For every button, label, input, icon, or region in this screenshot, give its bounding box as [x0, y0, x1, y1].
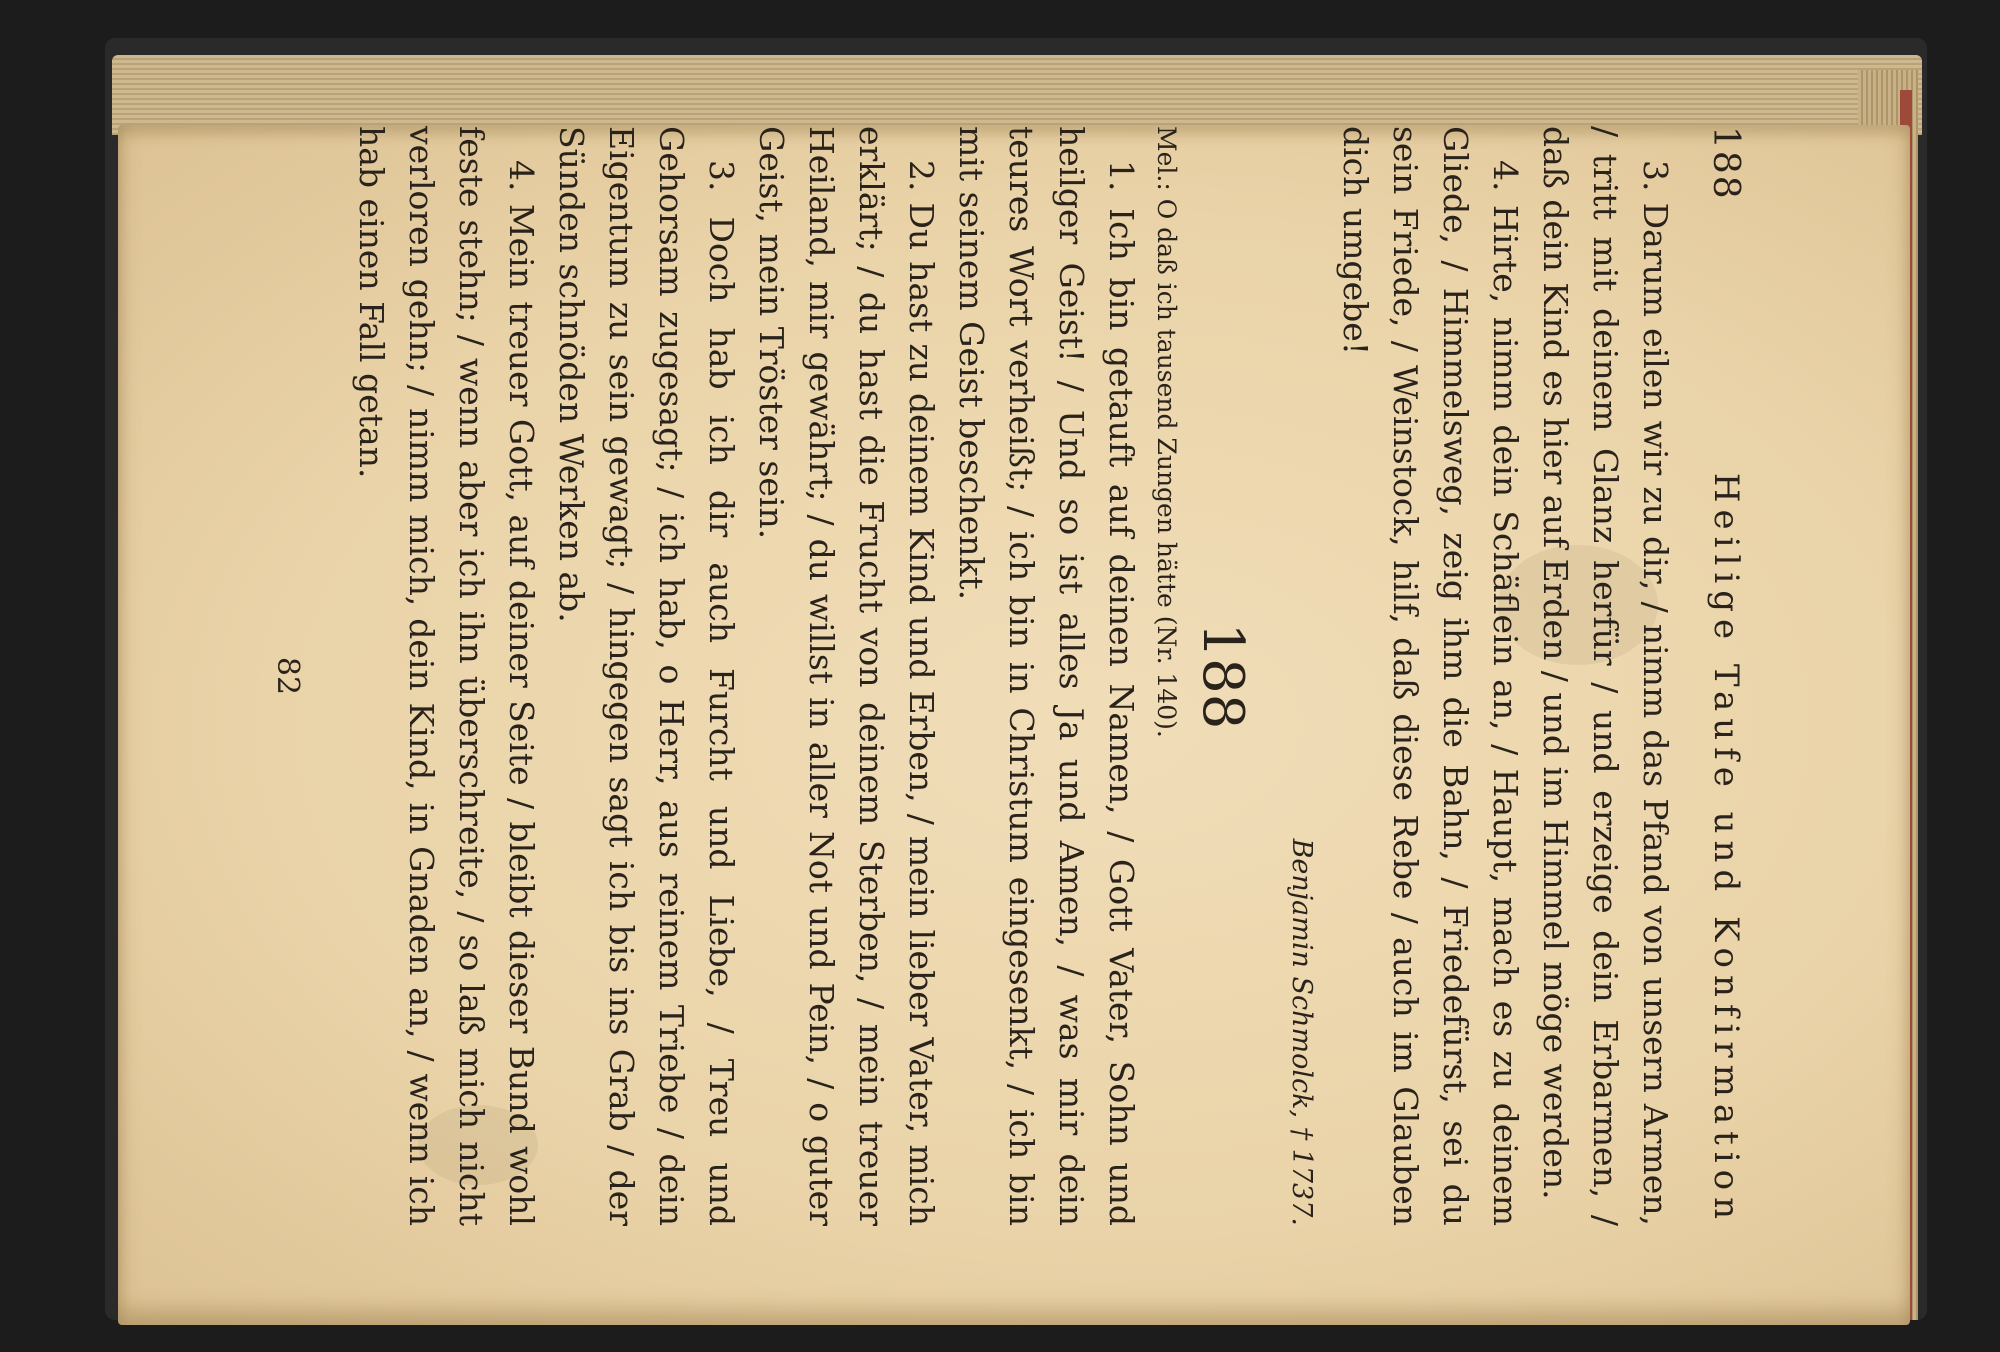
- hymn-187-verse-4: 4. Hirte, nimm dein Schäflein an, / Haupt, mach es zu deinem Gliede, / Himmelsweg, zeig ihm die Bahn, / Friedefürst, sei du sein Friede, / Weinstock, hilf, daß diese Rebe / auch im Glauben dich umgebe!: [1336, 126, 1525, 1226]
- hymn-188-verse-1: 1. Ich bin getauft auf deinen Namen, / Gott Vater, Sohn und heilger Geist! / Und so ist alles Ja und Amen, / was mir dein teures Wort verheißt; / ich bin in Christum eingesenkt, / ich bin mit seinem Geist beschenkt.: [952, 126, 1141, 1226]
- hymn-188-verse-4: 4. Mein treuer Gott, auf deiner Seite / bleibt dieser Bund wohl feste stehn; / wenn aber ich ihn überschreite, / so laß mich nicht verloren gehn; / nimm mich, dein Kind, in Gnaden an, / wenn ich hab einen Fall getan.: [352, 126, 541, 1226]
- running-header: [1680, 126, 1750, 1226]
- hymn-number: 188: [1190, 622, 1255, 730]
- folio-number: 82: [270, 656, 305, 696]
- page-edges-top: [112, 55, 1922, 135]
- hymn-author: Benjamin Schmolck, † 1737.: [1286, 838, 1317, 1226]
- hymn-188-verse-2: 2. Du hast zu deinem Kind und Erben, / mein lieber Vater, mich erklärt; / du hast die Frucht von deinem Sterben, / mein treuer Heiland, mir gewährt; / du willst in aller Not und Pein, / o guter Geist, mein Tröster sein.: [752, 126, 941, 1226]
- rotated-text-block: [250, 126, 1750, 1226]
- running-title: Heilige Taufe und Konfirmation: [1706, 472, 1746, 1226]
- hymn-melody: Mel.: O daß ich tausend Zungen hätte (Nr. 140).: [1152, 126, 1181, 738]
- header-page-number: 188: [1705, 126, 1746, 201]
- hymn-188-verse-3: 3. Doch hab ich dir auch Furcht und Liebe, / Treu und Gehorsam zugesagt; / ich hab, o Herr, aus reinem Triebe / dein Eigentum zu sein gewagt; / hingegen sagt ich bis ins Grab / der Sünden schnöden Werken ab.: [552, 126, 741, 1226]
- page-body: [262, 126, 1680, 1226]
- hymn-187-verse-3: 3. Darum eilen wir zu dir, / nimm das Pfand von unsern Armen, / tritt mit deinem Glanz herfür / und erzeige dein Erbarmen, / daß dein Kind es hier auf Erden / und im Himmel möge werden.: [1536, 126, 1675, 1226]
